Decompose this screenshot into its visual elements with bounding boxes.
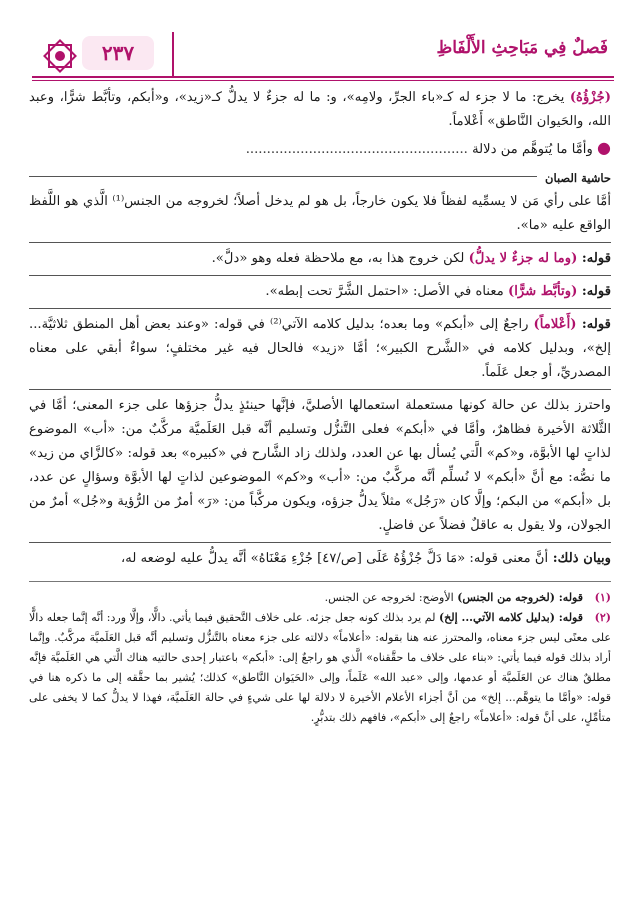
- main-text: [29, 86, 611, 162]
- quoted-term: (وتأبَّط شرًّا): [508, 284, 578, 299]
- matn-text: وأمَّا ما يُتوهَّم من دلالة: [472, 142, 598, 157]
- divider-line: [29, 176, 611, 177]
- commentary: [29, 190, 611, 571]
- commentary-paragraph: أمَّا على رأي مَن لا يسمِّيه لفظاً فلا يكون خارجاً، بل هو لم يدخل أصلاً؛ لخروجه من الجنس⁽¹⁾ الَّذي هو اللَّفظ الواقع عليه «ما».: [29, 194, 611, 233]
- qawluhu-label: قوله:: [576, 317, 611, 332]
- commentary-paragraph: [29, 313, 611, 385]
- separator: [29, 308, 611, 309]
- commentary-label: حاشية الصبان: [537, 166, 611, 190]
- matn-paragraph: [29, 136, 611, 162]
- commentary-paragraph: [29, 247, 611, 271]
- separator: [29, 389, 611, 390]
- bayan-label: وبيان ذلك:: [548, 551, 611, 566]
- page-header: [32, 32, 614, 78]
- star-ornament-icon: [40, 36, 80, 76]
- qawluhu-label: قوله:: [577, 284, 611, 299]
- commentary-text: لكن خروج هذا به، مع ملاحظة فعله وهو «دلَّ».: [211, 251, 469, 266]
- footnote: [29, 608, 611, 728]
- matn-term: (جُزْؤُهُ): [569, 90, 611, 105]
- running-title: فَصلٌ فِي مَبَاحِثِ الأَلْفَاظِ: [436, 38, 608, 58]
- footnote-label: قوله: (لخروجه من الجنس): [457, 591, 583, 604]
- bullet-icon: ●: [597, 138, 611, 157]
- footnote: [29, 588, 611, 608]
- commentary-text: راجعٌ إلى «أبكم» وما بعده؛ بدليل كلامه الآتي⁽²⁾ في قوله: «وعند بعض أهل المنطق ثلاثيَّة... إلخ»، وبدليل كلامه في «الشَّرح الكبير»؛ أمَّا «زيد» فالحال فيه غير مختلفٍ؛ سواءٌ أبقي على معناه المصدريِّ، أو جعل عَلَماً.: [29, 317, 611, 380]
- footnote-number: (٢): [594, 611, 611, 624]
- footnote-label: قوله: (بدليل كلامه الآتي... إلخ): [438, 611, 583, 624]
- footnote-text: لم يرد بذلك كونه جعل جزئه. على خلاف التَّحقيق فيما يأتي. دالًّا، وإلَّا ورد: أنَّه إنَّما جعله دالًّا على معنًى ليس جزء معناه، والمحترز عنه هنا بقوله: «أعلاماً» دلالته على جزء معناه بالتَّنزُّل وتسليم أنَّه قبل العَلَميَّة مركَّبٌ. وإنَّما أراد بذلك قوله فيما يأتي: «بناء على خلاف ما حقَّقناه» الَّذي هو راجعٌ إلى: «أبكم» باعتبار إحدى حالتيه هناك الَّتي هي العَلَميَّة فإنَّه مطلقٌ هناك عن العَلَميَّة أو عدمها، وإلى «عبد الله» عَلَماً، وإلى «الحَيَوان النَّاطق» كذلك؛ يُشير بما حقَّقه إلى ما ذكره هنا في قوله: «وأمَّا ما يتوهَّم... إلخ» من أنَّ أجزاء الأعلام الأخيرة لا دلالة لها على شيءٍ في حالة العَلَميَّة، فهذا لا يدلُّ كما لا يخفى على متأمِّلٍ، على أنَّ قوله: «أعلاماً» راجعٌ إلى «أبكم»، فافهم ذلك بتدبُّرٍ.: [29, 611, 611, 724]
- header-rule: [32, 76, 614, 78]
- commentary-text: معناه في الأصل: «احتمل الشَّرَّ تحت إبطه».: [265, 284, 509, 299]
- commentary-divider: [29, 166, 611, 184]
- qawluhu-label: قوله:: [577, 251, 611, 266]
- page-number: ٢٣٧: [82, 36, 154, 70]
- quoted-term: (وما له جزءٌ لا يدلُّ): [468, 251, 578, 266]
- header-rule-thin: [32, 80, 614, 81]
- page-body: [29, 86, 611, 728]
- commentary-paragraph: واحترز بذلك عن حالة كونها مستعملة استعمالها الأصليَّ، فإنَّها حينئذٍ يدلُّ جزؤها على جزء المعنى؛ أمَّا في الثَّلاثة الأخيرة فظاهرٌ، وأمَّا في «أبكم» فعلى التَّنزُّل وتسليم أنَّه قبل العَلَميَّة مركَّبٌ من: «أب» الموضوع لذاتٍ لها الأبوَّة، و«كم» الَّتي يُسأل بها عن العدد، ولذلك زاد الشَّارح في «كبيره» بعد قوله: «كالزَّاي من زيد» ما نصُّه: مع أنَّ «أبكم» لا نُسلِّم أنَّه مركَّبٌ من: «أب» و«كم» الموضوعين لذاتٍ لها الأبوَّة وسؤالٍ عن عدد، بل «أبكم» من البكم؛ وإلَّا كان «رَجُل» مثلاً يدلُّ جزؤه، ويكون مركَّباً من: «رَ» أمرٌ من الرُّؤية و«جُل» أمرٌ من الجولان، ولا يقول به عاقلٌ فضلاً عن فاضلٍ.: [29, 398, 611, 533]
- continuation-dots: .....................................................: [245, 142, 468, 157]
- commentary-paragraph: [29, 280, 611, 304]
- separator: [29, 275, 611, 276]
- footnote-number: (١): [594, 591, 611, 604]
- header-divider: [172, 32, 174, 76]
- footnotes: [29, 581, 611, 728]
- quoted-term: (أَعْلاماً): [533, 317, 577, 332]
- separator: [29, 542, 611, 543]
- matn-text: يخرج: ما لا جزء له كـ«باء الجرِّ، ولامِه»، و: ما له جزءٌ لا يدلُّ كـ«زيد»، و«أبكم، وتأبَّط شرًّا، وعبد الله، والحَيوان النَّاطق» أَعْلاماً.: [29, 90, 611, 129]
- commentary-text: أنَّ معنى قوله: «مَا دَلَّ جُزْؤُهُ عَلَى [ص/٤٧] جُزْءِ مَعْنَاهُ» أنَّه يدلُّ عليه لوضعه له،: [121, 551, 549, 566]
- matn-paragraph: [29, 86, 611, 134]
- commentary-paragraph: [29, 547, 611, 571]
- footnote-text: الأوضح: لخروجه عن الجنس.: [324, 591, 458, 604]
- separator: [29, 242, 611, 243]
